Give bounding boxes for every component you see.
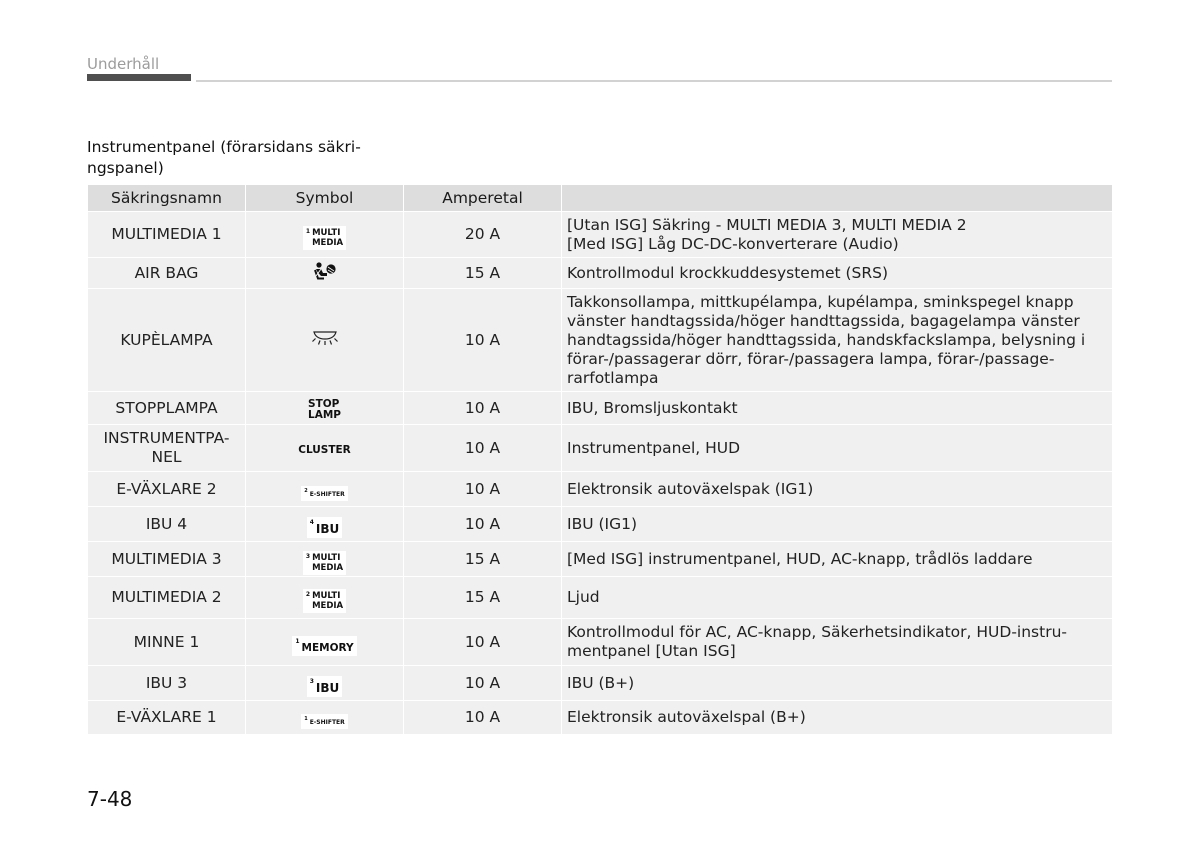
multi-media-symbol [303,589,346,613]
description-cell: Instrumentpanel, HUD [562,425,1113,472]
description-cell: Ljud [562,577,1113,619]
symbol-cell [246,212,404,258]
ibu-symbol [307,676,343,697]
table-row [88,619,1113,666]
symbol-text: MULTI MEDIA [312,552,344,573]
multi-media-symbol [303,226,346,250]
table-row [88,577,1113,619]
symbol-cell [246,472,404,507]
amperage-cell: 10 A [404,507,562,542]
amperage-cell: 15 A [404,258,562,289]
symbol-index: 2 [304,487,308,494]
symbol-text: E-SHIFTER [309,719,345,726]
table-row [88,507,1113,542]
description-cell: [Med ISG] instrumentpanel, HUD, AC-knapp, trådlös laddare [562,542,1113,577]
fuse-name-cell: INSTRUMENTPA- NEL [88,425,246,472]
table-row [88,425,1113,472]
column-header-fuse-name: Säkringsnamn [88,185,246,212]
fuse-name-cell: MULTIMEDIA 3 [88,542,246,577]
airbag-icon [312,261,338,281]
symbol-text: MULTI MEDIA [312,591,344,611]
symbol-index: 3 [309,678,314,685]
symbol-text: IBU [315,681,340,695]
amperage-cell: 10 A [404,619,562,666]
symbol-text: E-SHIFTER [309,490,345,498]
symbol-cell [246,392,404,425]
page-title: Instrumentpanel (förarsidans säkri- ngspanel) [87,138,361,177]
fuse-name-cell: MINNE 1 [88,619,246,666]
symbol-cell [246,701,404,735]
fuse-name-cell: STOPPLAMPA [88,392,246,425]
fuse-table-body [88,212,1113,735]
symbol-text: MEMORY [301,641,354,654]
column-header-symbol: Symbol [246,185,404,212]
fuse-name-cell: E-VÄXLARE 1 [88,701,246,735]
description-cell: Kontrollmodul krockkuddesystemet (SRS) [562,258,1113,289]
symbol-cell [246,619,404,666]
header-rule [196,80,1112,82]
fuse-name-cell: MULTIMEDIA 1 [88,212,246,258]
description-cell: Elektronsik autoväxelspak (IG1) [562,472,1113,507]
amperage-cell: 10 A [404,289,562,392]
fuse-name-cell: IBU 3 [88,666,246,701]
multi-media-symbol [303,551,346,575]
header-accent-bar [87,74,191,81]
symbol-cell [246,425,404,472]
amperage-cell: 15 A [404,542,562,577]
table-row [88,212,1113,258]
dome-light-icon [310,329,340,347]
description-cell: Takkonsollampa, mittkupélampa, kupélampa, sminkspegel knapp vänster handtagssida/höger handttagssida, bagagelampa vänster handtagssida/höger handttagssida, handskfackslampa, belysning i förar-/passagerar dörr, förar-/passagera lampa, förar-/passage- rarfotlampa [562,289,1113,392]
table-row [88,701,1113,735]
symbol-text: MULTI MEDIA [312,228,344,248]
column-header-amperage: Amperetal [404,185,562,212]
e-shifter-symbol [301,486,348,501]
memory-symbol [292,636,356,656]
amperage-cell: 15 A [404,577,562,619]
e-shifter-symbol [301,714,348,729]
table-header-row [88,185,1113,212]
cluster-symbol [295,442,354,458]
stop-lamp-symbol [305,397,344,423]
fuse-name-cell: KUPÈLAMPA [88,289,246,392]
symbol-index: 1 [295,637,300,645]
page-number: 7-48 [87,787,133,811]
amperage-cell: 20 A [404,212,562,258]
fuse-name-cell: MULTIMEDIA 2 [88,577,246,619]
table-row [88,289,1113,392]
symbol-text: STOP LAMP [308,398,341,421]
amperage-cell: 10 A [404,425,562,472]
symbol-index: 2 [305,591,311,598]
symbol-text: IBU [315,522,340,536]
table-row [88,542,1113,577]
description-cell: IBU, Bromsljuskontakt [562,392,1113,425]
table-row [88,472,1113,507]
table-header [88,185,1113,212]
symbol-text: CLUSTER [298,443,351,456]
table-row [88,258,1113,289]
symbol-cell [246,666,404,701]
table-row [88,666,1113,701]
symbol-index: 1 [304,716,308,722]
symbol-cell [246,542,404,577]
section-label: Underhåll [87,55,160,73]
column-header-description [562,185,1113,212]
description-cell: Elektronsik autoväxelspal (B+) [562,701,1113,735]
description-cell: [Utan ISG] Säkring - MULTI MEDIA 3, MULTI MEDIA 2 [Med ISG] Låg DC-DC-konverterare (Audio) [562,212,1113,258]
amperage-cell: 10 A [404,701,562,735]
description-cell: Kontrollmodul för AC, AC-knapp, Säkerhetsindikator, HUD-instru- mentpanel [Utan ISG] [562,619,1113,666]
description-cell: IBU (IG1) [562,507,1113,542]
table-row [88,392,1113,425]
fuse-table [87,184,1113,735]
description-cell: IBU (B+) [562,666,1113,701]
symbol-cell [246,507,404,542]
amperage-cell: 10 A [404,472,562,507]
symbol-index: 3 [305,552,311,560]
symbol-cell [246,289,404,392]
symbol-index: 4 [309,519,314,526]
fuse-name-cell: AIR BAG [88,258,246,289]
fuse-name-cell: E-VÄXLARE 2 [88,472,246,507]
symbol-cell [246,577,404,619]
ibu-symbol [307,517,343,538]
amperage-cell: 10 A [404,392,562,425]
symbol-index: 1 [305,228,311,235]
symbol-cell [246,258,404,289]
fuse-name-cell: IBU 4 [88,507,246,542]
amperage-cell: 10 A [404,666,562,701]
